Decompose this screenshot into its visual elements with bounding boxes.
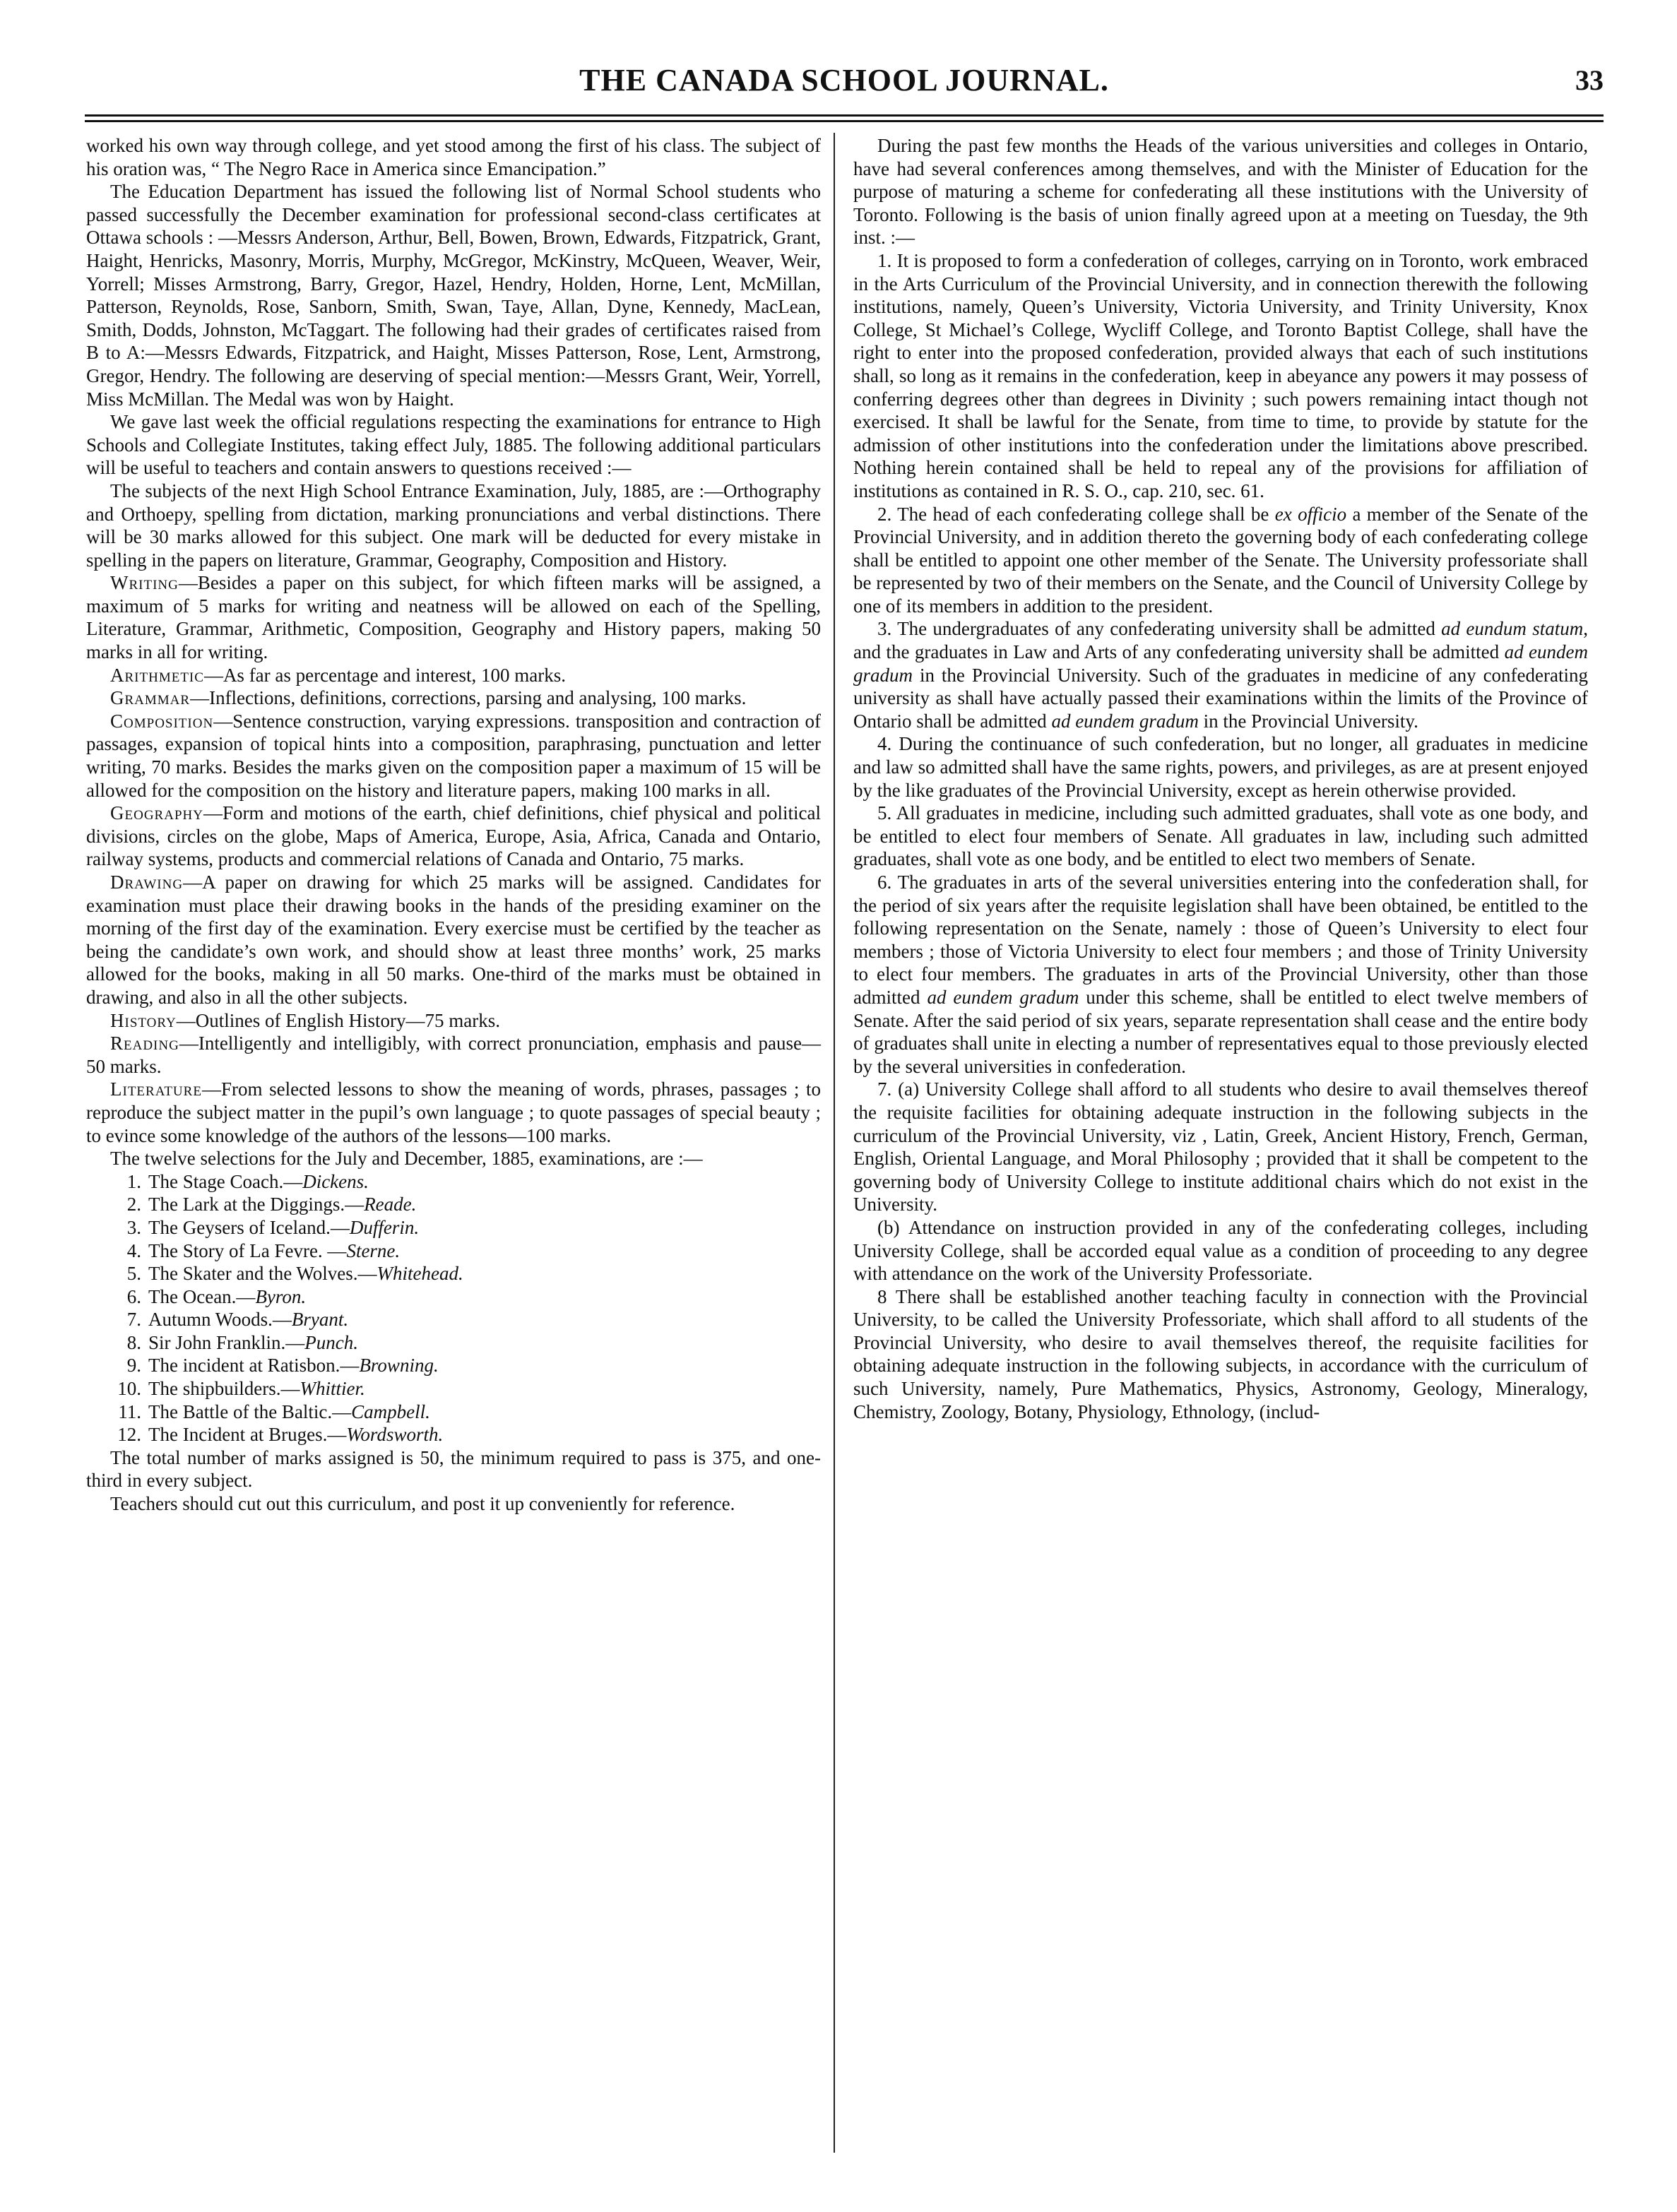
list-item-number: 4. xyxy=(126,1239,141,1261)
selections-list xyxy=(86,1170,821,1446)
text-literature: —From selected lessons to show the meaning of words, phrases, passages ; to reproduce the subject matter in the pupil’s own language ; to quote passages of special beauty ; to evince some knowledge of the authors of the lessons—100 marks. xyxy=(86,1078,821,1146)
list-item-author: Byron. xyxy=(255,1285,307,1307)
header-rule-top xyxy=(85,114,1604,117)
paragraph-selections-intro: The twelve selections for the July and December, 1885, examinations, are :— xyxy=(110,1148,703,1170)
list-item-number: 10. xyxy=(117,1378,141,1400)
text-geography: —Form and motions of the earth, chief definitions, chief physical and political divisions, circles on the globe, Maps of America, Europe, Asia, Africa, Canada and Ontario, railway systems, products and commercial relations of Canada and Ontario, 75 marks. xyxy=(86,802,821,870)
text-arithmetic: —As far as percentage and interest, 100 marks. xyxy=(203,664,567,686)
clause-3-latin-3: ad eundem gradum xyxy=(1051,710,1199,732)
list-item-number: 9. xyxy=(126,1355,141,1376)
paragraph-reading xyxy=(86,1032,821,1078)
clause-6-text-a: 6. The graduates in arts of the several universities entering into the confederation shall, for the period of six years after the requisite legislation shall have been obtained, be entitled to the following representation on the Senate, namely : those of Queen’s University to elect four members ; those of Victoria University to elect four members ; and those of Trinity University to elect four members. The graduates in arts of the Provincial University, other than those admitted xyxy=(853,872,1588,1008)
paragraph-composition xyxy=(86,710,821,802)
list-item-title: The Skater and the Wolves.— xyxy=(148,1263,377,1285)
paragraph-clause-6 xyxy=(853,871,1588,1078)
clause-2-latin: ex officio xyxy=(1274,503,1347,525)
paragraph-grammar xyxy=(86,686,821,710)
paragraph-geography xyxy=(86,802,821,871)
text-writing: —Besides a paper on this subject, for which fifteen marks will be assigned, a maximum of 5 marks for writing and neatness will be allowed on each of the Spelling, Literature, Grammar, Arithmetic, Composition, Geography and History papers, making 50 marks in all for writing. xyxy=(86,572,821,663)
paragraph-subjects: The subjects of the next High School Entrance Examination, July, 1885, are :—Orthography and Orthoepy, spelling from dictation, marking pronunciations and verbal distinctions. There will be 30 marks allowed for this subject. One mark will be deducted for every mistake in spelling in the papers on literature, Grammar, Geography, Composition and History. xyxy=(86,480,821,571)
list-item-number: 8. xyxy=(126,1331,141,1353)
list-item-author: Wordsworth. xyxy=(346,1424,444,1446)
text-drawing: —A paper on drawing for which 25 marks will be assigned. Candidates for examination must place their drawing books in the hands of the presiding examiner on the morning of the first day of the examination. Every exercise must be certified by the teacher as being the candidate’s own work, and should show at least three months’ work, 25 marks allowed for the books, making in all 50 marks. One-third of the marks must be obtained in drawing, and also in all the other subjects. xyxy=(86,872,821,1008)
paragraph-total-marks: The total number of marks assigned is 50, the minimum required to pass is 375, and one-third in every subject. xyxy=(86,1446,821,1492)
list-item xyxy=(86,1423,821,1446)
list-item-title: The Ocean.— xyxy=(148,1285,256,1307)
list-item xyxy=(86,1216,821,1239)
list-item-author: Reade. xyxy=(364,1194,417,1215)
list-item-title: The Story of La Fevre. — xyxy=(148,1239,347,1261)
text-history: —Outlines of English History—75 marks. xyxy=(176,1009,500,1031)
clause-2-text-a: 2. The head of each confederating college shall be xyxy=(877,503,1275,525)
list-item xyxy=(86,1193,821,1216)
paragraph-history xyxy=(86,1009,821,1033)
list-item xyxy=(86,1285,821,1309)
heading-writing: Writing xyxy=(110,572,179,594)
list-item xyxy=(86,1401,821,1424)
list-item xyxy=(86,1170,821,1194)
right-column xyxy=(853,134,1588,1423)
clause-3-text-d: in the Provincial University. xyxy=(1198,710,1418,732)
heading-drawing: Drawing xyxy=(110,872,184,893)
list-item xyxy=(86,1377,821,1401)
clause-3-text-b: , and the graduates in Law and Arts of any confederating university shall be admitted xyxy=(853,618,1588,663)
list-item-number: 11. xyxy=(118,1401,141,1422)
paragraph-clause-7b: (b) Attendance on instruction provided in any of the confederating colleges, including University College, shall be accorded equal value as a condition of proceeding to any degree with attendance on the work of the University Professoriate. xyxy=(853,1216,1588,1285)
list-item-number: 12. xyxy=(117,1424,141,1446)
list-item xyxy=(86,1262,821,1285)
list-item-number: 5. xyxy=(126,1263,141,1285)
paragraph-clause-5: 5. All graduates in medicine, including such admitted graduates, shall vote as one body, and be entitled to elect four members of Senate. All graduates in law, including such admitted graduates, shall vote as one body, and be entitled to elect two members of Senate. xyxy=(853,802,1588,870)
paragraph-clause-3 xyxy=(853,617,1588,732)
list-item xyxy=(86,1239,821,1263)
list-item-title: The Lark at the Diggings.— xyxy=(148,1194,365,1215)
paragraph-oration: worked his own way through college, and yet stood among the first of his class. The subject of his oration was, “ The Negro Race in America since Emancipation.” xyxy=(86,135,821,179)
clause-3-latin-1: ad eundum statum xyxy=(1441,618,1584,640)
list-item xyxy=(86,1308,821,1331)
column-divider xyxy=(834,133,835,2153)
list-item-author: Whittier. xyxy=(300,1378,365,1400)
page-number: 33 xyxy=(1575,64,1604,96)
header-rule-bottom xyxy=(85,120,1604,122)
page-header xyxy=(85,62,1604,105)
heading-arithmetic: Arithmetic xyxy=(110,664,204,686)
list-item-author: Dickens. xyxy=(302,1170,369,1192)
list-item-author: Browning. xyxy=(359,1355,439,1376)
list-item-author: Whitehead. xyxy=(377,1263,463,1285)
heading-history: History xyxy=(110,1009,177,1031)
list-item-title: The Geysers of Iceland.— xyxy=(148,1216,350,1238)
paragraph-clause-2 xyxy=(853,503,1588,618)
list-item-number: 1. xyxy=(126,1170,141,1192)
paragraph-confederation-intro: During the past few months the Heads of the various universities and colleges in Ontario, have had several conferences among themselves, and with the Minister of Education for the purpose of maturing a scheme for confederating all these institutions with the University of Toronto. Following is the basis of union finally agreed upon at a meeting on Tuesday, the 9th inst. :— xyxy=(853,135,1588,249)
left-column xyxy=(86,134,821,1516)
heading-geography: Geography xyxy=(110,802,203,824)
paragraph-arithmetic xyxy=(86,664,821,687)
paragraph-drawing xyxy=(86,871,821,1009)
list-item-title: The Stage Coach.— xyxy=(148,1170,303,1192)
clause-2-text-b: a member of the Senate of the Provincial University, and in addition thereto the governing body of each confederating college shall be entitled to appoint one other member of the Senate. The University professoriate shall be represented by two of their members on the Senate, and the Council of University College by one of its members in addition to the president. xyxy=(853,503,1588,617)
paragraph-clause-8: 8 There shall be established another teaching faculty in connection with the Provincial University, to be called the University Professoriate, which shall afford to all students of the Provincial University, who desire to avail themselves thereof, the requisite facilities for obtaining adequate instruction in the following subjects, in accordance with the curriculum of such University, namely, Pure Mathematics, Physics, Astronomy, Geology, Mineralogy, Chemistry, Zoology, Botany, Physiology, Ethnology, (includ- xyxy=(853,1285,1588,1422)
list-item-number: 2. xyxy=(126,1194,141,1215)
list-item-number: 6. xyxy=(126,1285,141,1307)
clause-3-text-a: 3. The undergraduates of any confederating university shall be admitted xyxy=(877,618,1442,640)
clause-3-latin-2: ad eundem gradum xyxy=(853,641,1588,686)
list-item-number: 3. xyxy=(126,1216,141,1238)
paragraph-closing-note: Teachers should cut out this curriculum, and post it up conveniently for reference. xyxy=(110,1493,735,1515)
list-item xyxy=(86,1331,821,1355)
list-item-author: Sterne. xyxy=(346,1239,401,1261)
paragraph-clause-7a: 7. (a) University College shall afford to all students who desire to avail themselves thereof the requisite facilities for obtaining adequate instruction in the following subjects in the curriculum of the Provincial University, viz , Latin, Greek, Ancient History, French, German, English, Oriental Language, and Moral Philosophy ; provided that it shall be competent to the governing body of University College to institute additional chairs which do not exist in the University. xyxy=(853,1078,1588,1215)
paragraph-clause-4: 4. During the continuance of such confederation, but no longer, all graduates in medicine and law so admitted shall have the same rights, powers, and privileges, as are at present enjoyed by the like graduates of the Provincial University, except as herein otherwise provided. xyxy=(853,733,1588,801)
list-item-author: Bryant. xyxy=(291,1309,349,1331)
list-item-title: Autumn Woods.— xyxy=(148,1309,292,1331)
clause-6-latin: ad eundem gradum xyxy=(927,986,1079,1008)
heading-grammar: Grammar xyxy=(110,687,191,709)
heading-reading: Reading xyxy=(110,1033,179,1054)
clause-3-text-c: in the Provincial University. Such of the graduates in medicine of any confederating university as shall have actually passed their examinations within the limits of the Province of Ontario shall be admitted xyxy=(853,664,1588,732)
list-item-title: The incident at Ratisbon.— xyxy=(148,1355,360,1376)
list-item-title: The shipbuilders.— xyxy=(148,1378,300,1400)
running-title: THE CANADA SCHOOL JOURNAL. xyxy=(579,63,1109,97)
paragraph-literature xyxy=(86,1078,821,1147)
paragraph-clause-1: 1. It is proposed to form a confederation of colleges, carrying on in Toronto, work embraced in the Arts Curriculum of the Provincial University, and in connection therewith the following institutions, namely, Queen’s University, Victoria University, and Trinity University, Knox College, St Michael’s College, Wycliff College, and Toronto Baptist College, shall have the right to enter into the proposed confederation, provided always that each of such institutions shall, so long as it remains in the confederation, keep in abeyance any powers it may possess of conferring degrees other than degrees in Divinity ; such powers remaining intact though not exercised. It shall be lawful for the Senate, from time to time, to provide by statute for the admission of other institutions into the confederation under the limitations above prescribed. Nothing herein contained shall be held to repeal any of the provisions for affiliation of institutions as contained in R. S. O., cap. 210, sec. 61. xyxy=(853,249,1588,501)
clause-6-text-b: under this scheme, shall be entitled to elect twelve members of Senate. After the said period of six years, separate representation shall cease and the entire body of graduates shall unite in electing a number of representatives equal to those previously elected by the several universities in confederation. xyxy=(853,986,1588,1077)
list-item-number: 7. xyxy=(126,1309,141,1331)
text-grammar: —Inflections, definitions, corrections, parsing and analysing, 100 marks. xyxy=(190,687,747,709)
paragraph-entrance-regulations: We gave last week the official regulations respecting the examinations for entrance to High Schools and Collegiate Institutes, taking effect July, 1885. The following additional particulars will be useful to teachers and contain answers to questions received :— xyxy=(86,411,821,479)
list-item-title: The Incident at Bruges.— xyxy=(148,1424,347,1446)
list-item-author: Punch. xyxy=(304,1331,358,1353)
list-item-title: The Battle of the Baltic.— xyxy=(148,1401,352,1422)
text-composition: —Sentence construction, varying expressions. transposition and contraction of passages, expansion of topical hints into a composition, paraphrasing, punctuation and letter writing, 70 marks. Besides the marks given on the composition paper a maximum of 15 will be allowed for the composition on the history and literature papers, making 100 marks in all. xyxy=(86,710,821,801)
text-reading: —Intelligently and intelligibly, with correct pronunciation, emphasis and pause—50 marks. xyxy=(86,1033,821,1077)
list-item-author: Dufferin. xyxy=(349,1216,420,1238)
list-item-author: Campbell. xyxy=(351,1401,430,1422)
paragraph-writing xyxy=(86,571,821,663)
list-item-title: Sir John Franklin.— xyxy=(148,1331,305,1353)
heading-literature: Literature xyxy=(110,1078,202,1100)
list-item xyxy=(86,1354,821,1377)
heading-composition: Composition xyxy=(110,710,214,732)
paragraph-normal-school-list: The Education Department has issued the following list of Normal School students who passed successfully the December examination for professional second-class certificates at Ottawa schools : —Messrs Anderson, Arthur, Bell, Bowen, Brown, Edwards, Fitzpatrick, Grant, Haight, Henricks, Masonry, Morris, Murphy, McGregor, McKinstry, McQueen, Weaver, Weir, Yorrell; Misses Armstrong, Barry, Gregor, Hazel, Hendry, Holden, Horne, Lent, McMillan, Patterson, Reynolds, Rose, Sanborn, Smith, Swan, Taye, Allan, Dyne, Kennedy, MacLean, Smith, Dodds, Johnston, McTaggart. The following had their grades of certificates raised from B to A:—Messrs Edwards, Fitzpatrick, and Haight, Misses Patterson, Rose, Lent, Armstrong, Gregor, Hendry. The following are deserving of special mention:—Messrs Grant, Weir, Yorrell, Miss McMillan. The Medal was won by Haight. xyxy=(86,181,821,410)
